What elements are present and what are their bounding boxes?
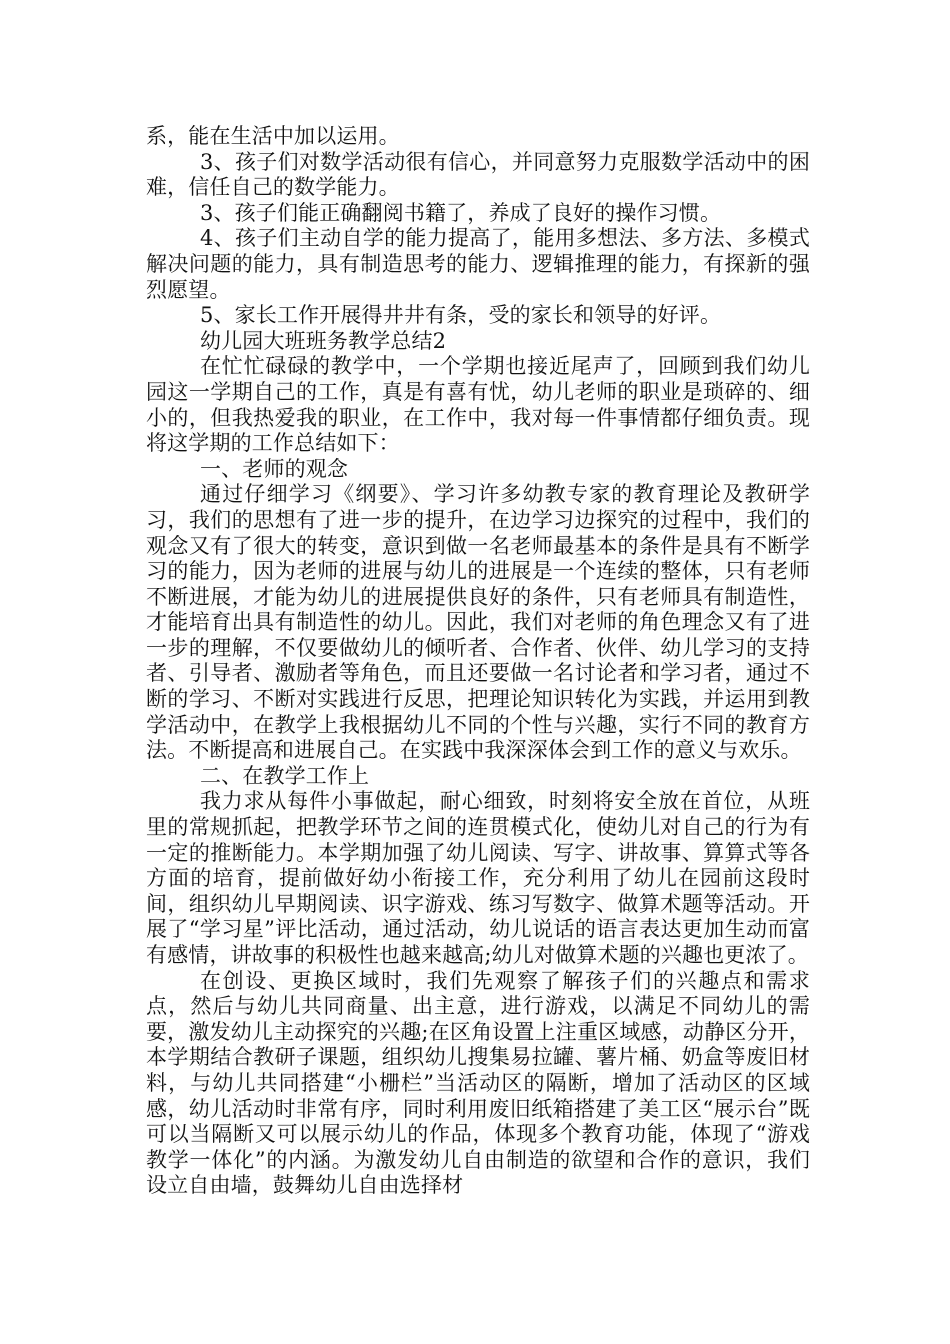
heading-teaching-work: 二、在教学工作上: [200, 763, 370, 788]
paragraph-item-4-self-study: 4、孩子们主动自学的能力提高了，能用多想法、多方法、多模式解决问题的能力，具有制造思考的能力、逻辑推理的能力，有探新的强烈愿望。: [146, 226, 810, 302]
section-title-summary-2: 幼儿园大班班务教学总结2: [200, 328, 447, 353]
paragraph-item-5-parents: 5、家长工作开展得井井有条，受的家长和领导的好评。: [200, 303, 722, 328]
paragraph-item-3-confidence: 3、孩子们对数学活动很有信心，并同意努力克服数学活动中的困难，信任自己的数学能力。: [146, 149, 810, 200]
heading-teacher-concept: 一、老师的观念: [200, 456, 349, 481]
document-body: [146, 124, 810, 1199]
paragraph-item-3-reading-habits: 3、孩子们能正确翻阅书籍了，养成了良好的操作习惯。: [200, 200, 722, 225]
paragraph-intro: 在忙忙碌碌的教学中，一个学期也接近尾声了，回顾到我们幼儿园这一学期自己的工作，真是有喜有忧，幼儿老师的职业是琐碎的、细小的，但我热爱我的职业，在工作中，我对每一件事情都仔细负责。现将这学期的工作总结如下：: [146, 354, 810, 456]
paragraph-teacher-concept: 通过仔细学习《纲要》、学习许多幼教专家的教育理论及教研学习，我们的思想有了进一步的提升，在边学习边探究的过程中，我们的观念又有了很大的转变，意识到做一名老师最基本的条件是具有不断学习的能力，因为老师的进展与幼儿的进展是一个连续的整体，只有老师不断进展，才能为幼儿的进展提供良好的条件，只有老师具有制造性，才能培育出具有制造性的幼儿。因此，我们对老师的角色理念又有了进一步的理解，不仅要做幼儿的倾听者、合作者、伙伴、幼儿学习的支持者、引导者、激励者等角色，而且还要做一名讨论者和学习者，通过不断的学习、不断对实践进行反思，把理论知识转化为实践，并运用到教学活动中，在教学上我根据幼儿不同的个性与兴趣，实行不同的教育方法。不断提高和进展自己。在实践中我深深体会到工作的意义与欢乐。: [146, 482, 810, 763]
paragraph-continuation: 系，能在生活中加以运用。: [146, 124, 400, 148]
paragraph-activity-areas: 在创设、更换区域时，我们先观察了解孩子们的兴趣点和需求点，然后与幼儿共同商量、出主意，进行游戏，以满足不同幼儿的需要，激发幼儿主动探究的兴趣;在区角设置上注重区域感，动静区分开，本学期结合教研子课题，组织幼儿搜集易拉罐、薯片桶、奶盒等废旧材料，与幼儿共同搭建“小栅栏”当活动区的隔断，增加了活动区的区域感，幼儿活动时非常有序，同时利用废旧纸箱搭建了美工区“展示台”既可以当隔断又可以展示幼儿的作品，体现多个教育功能，体现了“游戏教学一体化”的内涵。为激发幼儿自由制造的欲望和合作的意识，我们设立自由墙，鼓舞幼儿自由选择材: [146, 968, 810, 1198]
paragraph-teaching-work: 我力求从每件小事做起，耐心细致，时刻将安全放在首位，从班里的常规抓起，把教学环节之间的连贯模式化，使幼儿对自己的行为有一定的推断能力。本学期加强了幼儿阅读、写字、讲故事、算算式等各方面的培育，提前做好幼小衔接工作，充分利用了幼儿在园前这段时间，组织幼儿早期阅读、识字游戏、练习写数字、做算术题等活动。开展了“学习星”评比活动，通过活动，幼儿说话的语言表达更加生动而富有感情，讲故事的积极性也越来越高;幼儿对做算术题的兴趣也更浓了。: [146, 789, 810, 967]
